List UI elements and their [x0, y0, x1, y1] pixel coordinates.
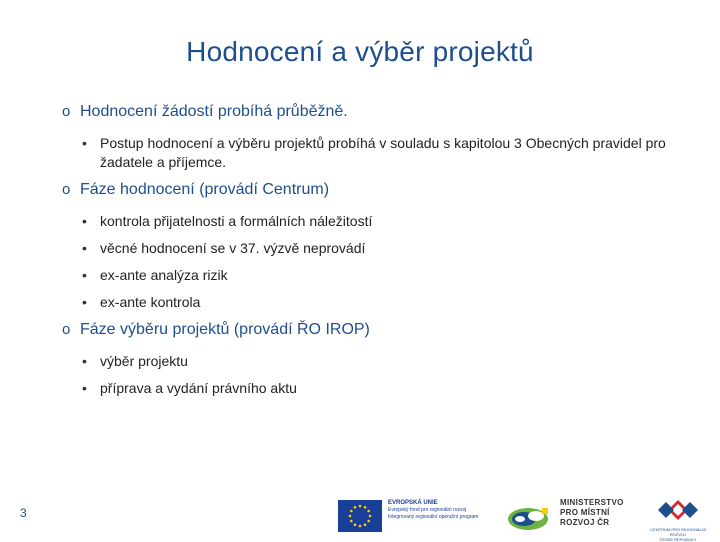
eu-programme-label: Integrovaný regionální operační program	[388, 514, 479, 520]
section-heading	[62, 320, 702, 340]
bullet-icon: •	[82, 240, 87, 256]
ministry-line: PRO MÍSTNÍ	[560, 508, 610, 517]
list-item	[62, 352, 702, 371]
ministry-logo	[560, 498, 632, 528]
section-heading-text: Hodnocení žádostí probíhá průběžně.	[80, 103, 348, 120]
section-heading-text: Fáze hodnocení (provádí Centrum)	[80, 181, 330, 198]
section-evaluation-ongoing	[62, 102, 702, 172]
footer-logos	[0, 496, 720, 540]
crr-sub-label: ČESKÉ REPUBLIKY	[659, 537, 697, 542]
list-item	[62, 293, 702, 312]
section-heading	[62, 180, 702, 200]
section-heading	[62, 102, 702, 122]
eu-label: EVROPSKÁ UNIE	[388, 500, 438, 506]
bullet-icon: •	[82, 135, 87, 151]
bullet-icon: •	[82, 267, 87, 283]
irop-logo-icon	[506, 504, 552, 537]
section-selection-phase	[62, 320, 702, 398]
ministry-line: ROZVOJ ČR	[560, 518, 610, 527]
page-number: 3	[20, 506, 27, 520]
crr-label: CENTRUM PRO REGIONÁLNÍ ROZVOJ	[650, 527, 706, 537]
crr-emblem-icon	[642, 498, 714, 522]
section-evaluation-phase	[62, 180, 702, 312]
list-item-text: ex-ante analýza rizik	[100, 267, 228, 283]
list-item	[62, 379, 702, 398]
eu-logo-text	[388, 500, 496, 521]
list-item-text: věcné hodnocení se v 37. výzvě neprovádí	[100, 240, 366, 256]
list-item-text: Postup hodnocení a výběru projektů probíhá v souladu s kapitolou 3 Obecných pravidel pro žadatele a příjemce.	[100, 135, 666, 170]
list-item	[62, 212, 702, 231]
bullet-icon: •	[82, 353, 87, 369]
bullet-icon: •	[82, 213, 87, 229]
list-item-text: příprava a vydání právního aktu	[100, 380, 297, 396]
list-item	[62, 134, 702, 172]
content-area	[62, 102, 702, 406]
slide-title: Hodnocení a výběr projektů	[186, 36, 534, 67]
list-item-text: kontrola přijatelnosti a formálních náležitostí	[100, 213, 373, 229]
bullet-icon: •	[82, 294, 87, 310]
section-heading-text: Fáze výběru projektů (provádí ŘO IROP)	[80, 321, 370, 338]
circle-bullet-icon: o	[62, 321, 71, 338]
list-item-text: výběr projektu	[100, 353, 188, 369]
list-item	[62, 266, 702, 285]
bullet-icon: •	[82, 380, 87, 396]
crr-logo	[642, 498, 714, 542]
list-item	[62, 239, 702, 258]
eu-fund-label: Evropský fond pro regionální rozvoj	[388, 507, 467, 513]
circle-bullet-icon: o	[62, 103, 71, 120]
circle-bullet-icon: o	[62, 181, 71, 198]
ministry-line: MINISTERSTVO	[560, 498, 624, 507]
list-item-text: ex-ante kontrola	[100, 294, 201, 310]
eu-flag-icon	[338, 500, 382, 532]
